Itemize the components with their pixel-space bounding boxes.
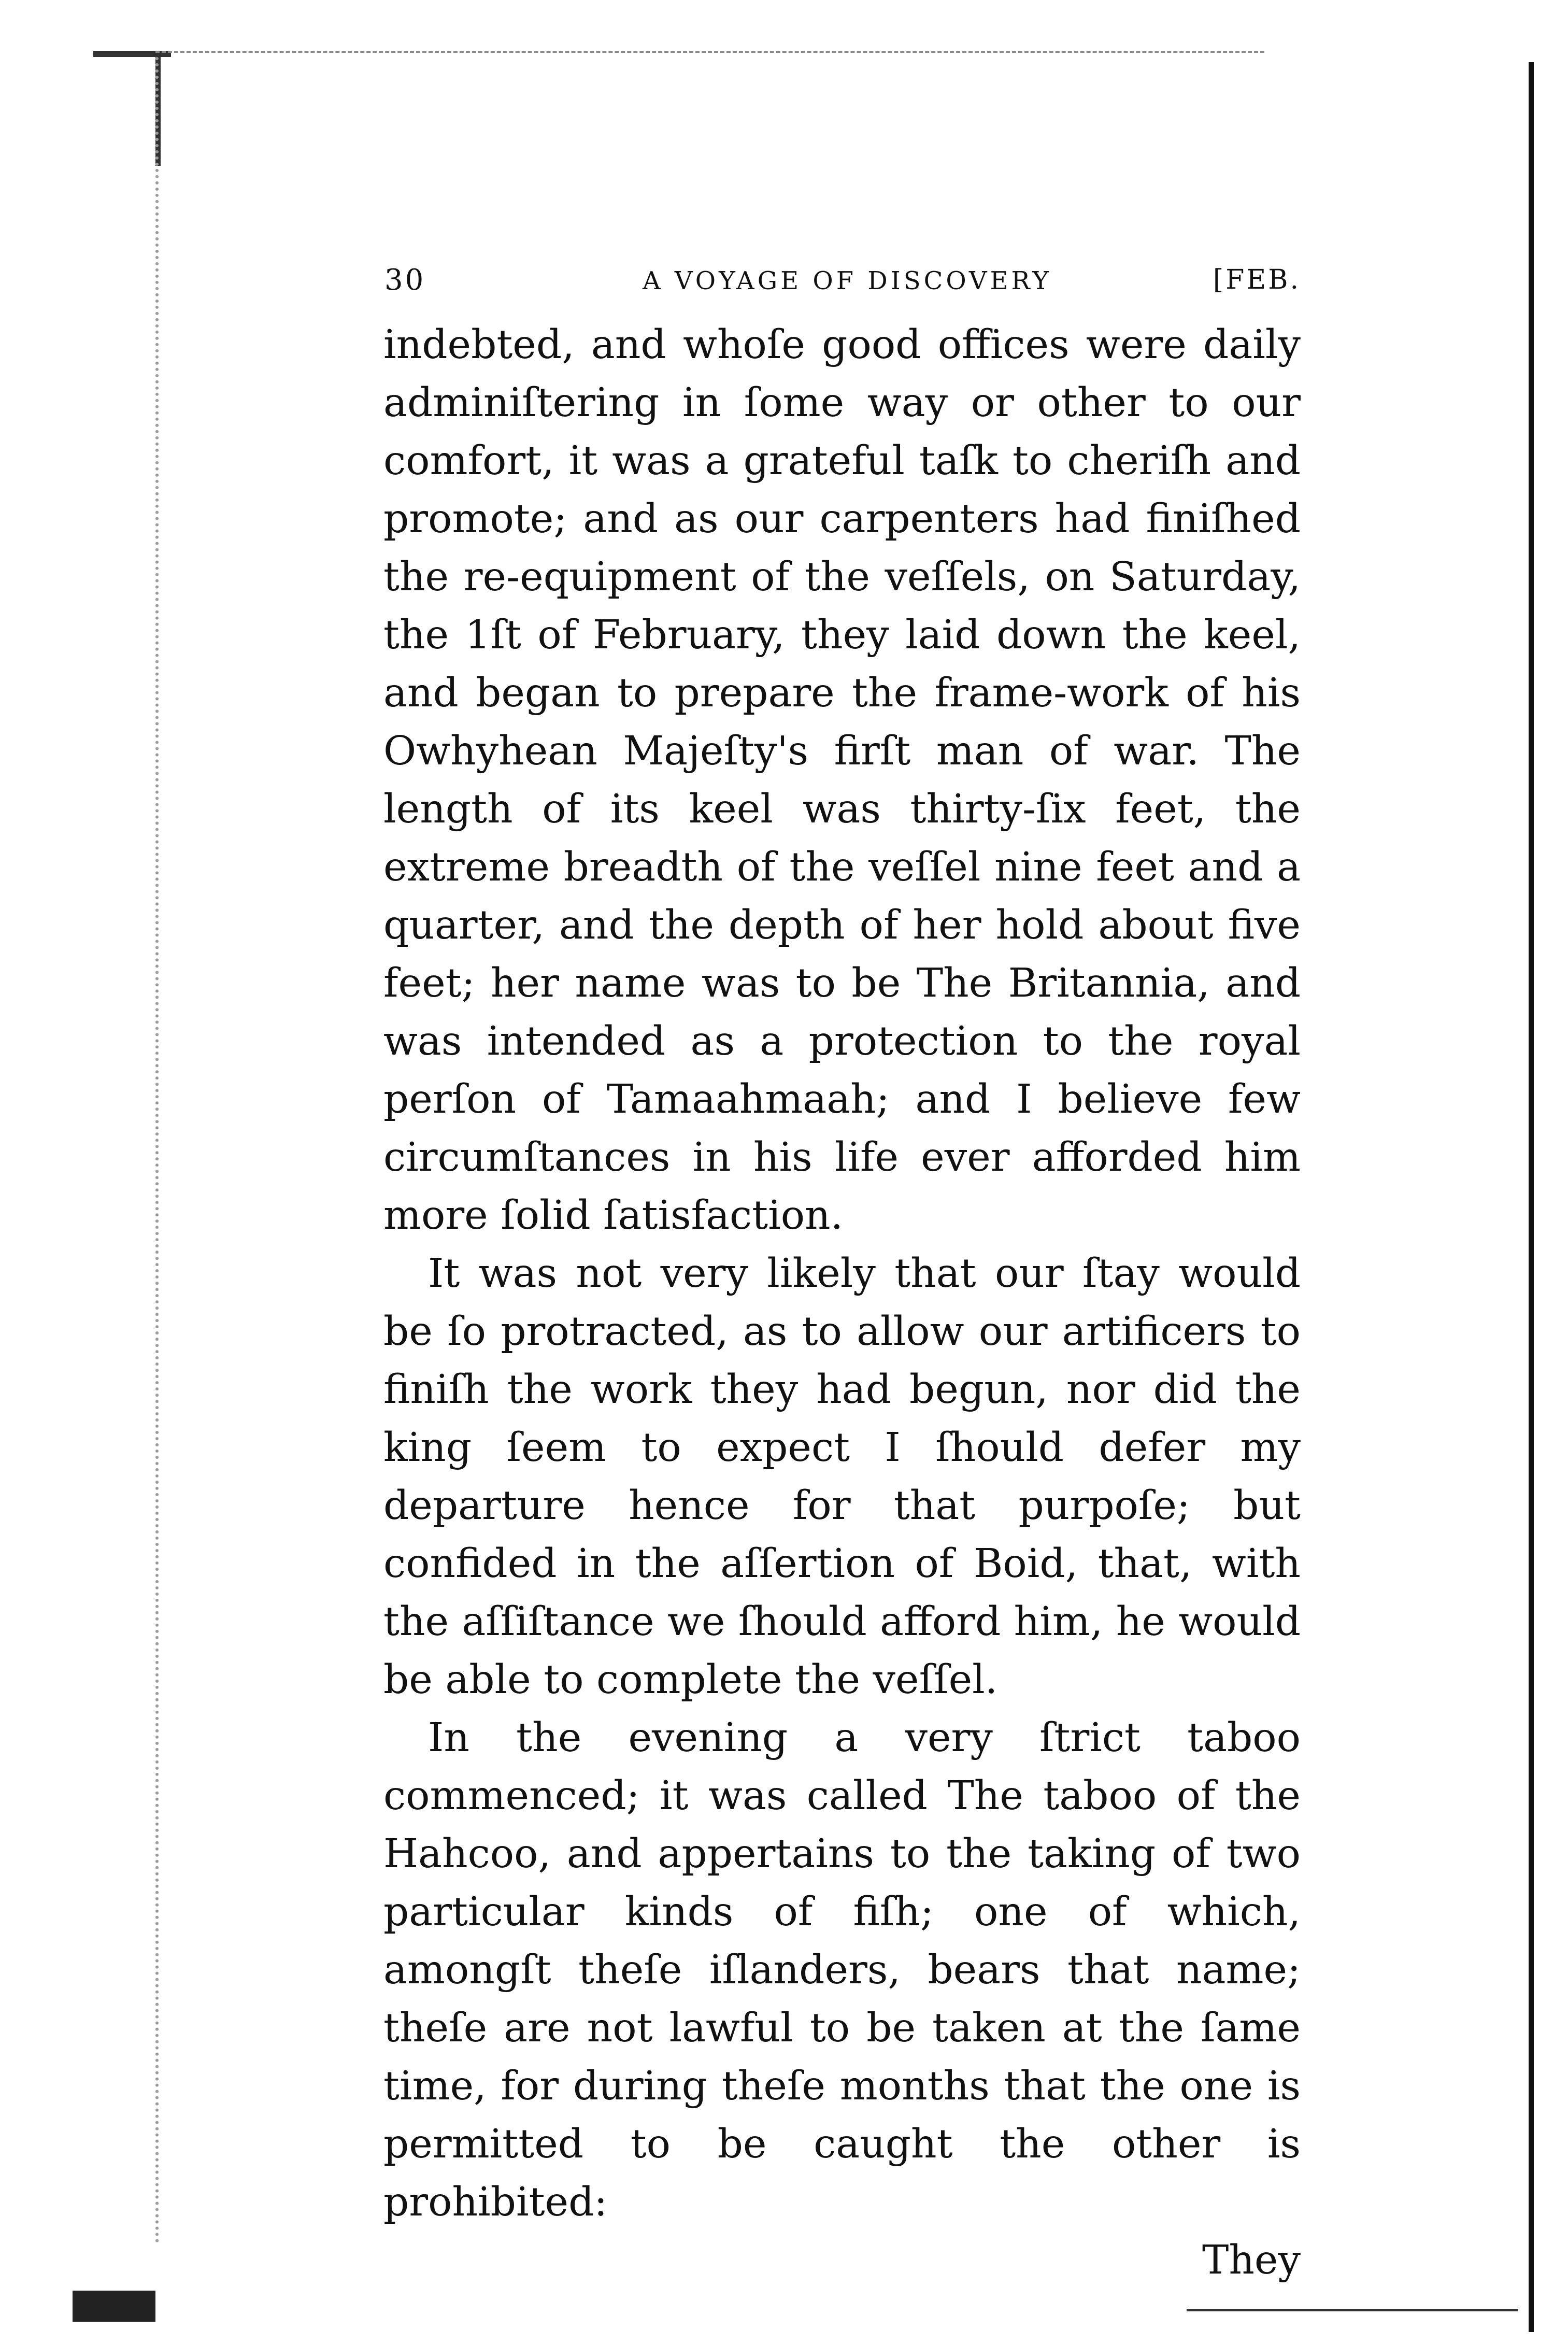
running-title: A VOYAGE OF DISCOVERY — [643, 266, 1052, 295]
scan-edge-top — [155, 51, 1264, 53]
paragraph-2: It was not very likely that our ſtay would be ſo protracted, as to allow our artificers to finiſh the work they had begun, nor did the king ſeem to expect I ſhould defer my departure hence for that purpoſe; but confided in the aſſertion of Boid, that, with the aſſiſtance we ſhould afford him, he would be able to complete the veſſel. — [383, 1251, 1301, 1703]
running-head — [383, 259, 1301, 316]
scan-edge-left — [155, 57, 159, 2244]
paragraph-3: In the evening a very ſtrict taboo commenced; it was called The taboo of the Hahcoo, and appertains to the taking of two particular kinds of fiſh; one of which, amongſt theſe iſlanders, bears that name; theſe are not lawful to be taken at the ſame time, for during theſe months that the one is permitted to be caught the other is prohibited: — [383, 1715, 1301, 2225]
scan-bottom-rule — [1187, 2309, 1518, 2311]
scan-edge-right — [1529, 62, 1534, 2332]
scan-bottom-bar — [73, 2291, 155, 2322]
paragraph-1: indebted, and whoſe good offices were daily adminiſtering in ſome way or other to our comfort, it was a grateful taſk to cheriſh and promote; and as our carpenters had finiſhed the re-equipment of the veſſels, on Saturday, the 1ſt of February, they laid down the keel, and began to prepare the frame-work of his Owhyhean Majeſty's firſt man of war. The length of its keel was thirty-ſix feet, the extreme breadth of the veſſel nine feet and a quarter, and the depth of her hold about five feet; her name was to be The Britannia, and was intended as a protection to the royal perſon of Tamaahmaah; and I believe few circumſtances in his life ever afforded him more ſolid ſatisfaction. — [383, 322, 1301, 1239]
catchword: They — [1202, 2237, 1301, 2283]
body-text — [383, 316, 1301, 2232]
page-number: 30 — [384, 263, 426, 297]
running-month: [FEB. — [1213, 264, 1301, 295]
book-page — [383, 259, 1301, 2290]
